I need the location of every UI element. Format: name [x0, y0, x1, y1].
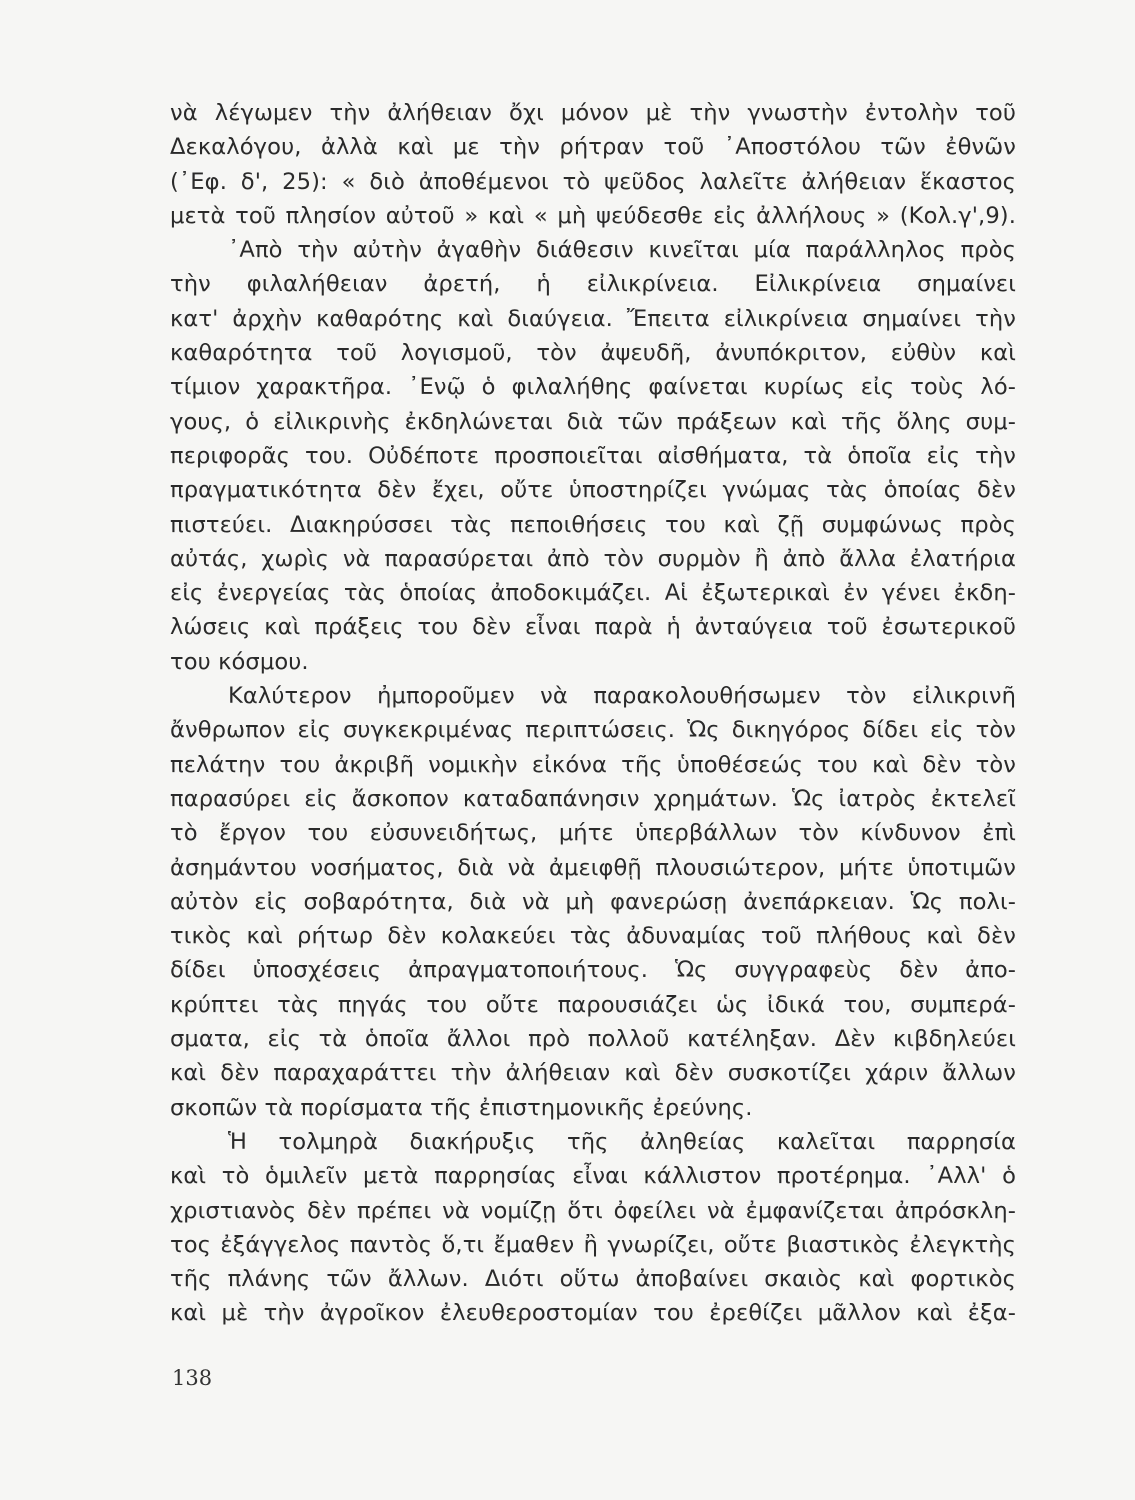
page-number: 138: [172, 1366, 213, 1390]
text-line: εἰς ἐνεργείας τὰς ὁποίας ἀποδοκιμάζει. Αἱ ἐξωτερικαὶ ἐν γένει ἐκδη-: [170, 580, 1016, 607]
text-line: τὴν φιλαλήθειαν ἀρετή, ἡ εἰλικρίνεια. Εἰλικρίνεια σημαίνει: [170, 271, 1016, 298]
text-line: καὶ τὸ ὁμιλεῖν μετὰ παρρησίας εἶναι κάλλιστον προτέρημα. ᾿Αλλ' ὁ: [170, 1163, 1016, 1190]
text-line: χριστιανὸς δὲν πρέπει νὰ νομίζῃ ὅτι ὀφείλει νὰ ἐμφανίζεται ἀπρόσκλη-: [170, 1197, 1016, 1224]
text-line: δίδει ὑποσχέσεις ἀπραγματοποιήτους. Ὡς συγγραφεὺς δὲν ἀπο-: [170, 957, 1016, 984]
text-line: τικὸς καὶ ρήτωρ δὲν κολακεύει τὰς ἀδυναμίας τοῦ πλήθους καὶ δὲν: [170, 923, 1016, 950]
paragraph-end-line: του κόσμου.: [170, 648, 309, 675]
paragraph-start-line: Καλύτερον ἠμποροῦμεν νὰ παρακολουθήσωμεν τὸν εἰλικρινῆ: [228, 683, 1016, 710]
text-line: ἀσημάντου νοσήματος, διὰ νὰ ἀμειφθῇ πλουσιώτερον, μήτε ὑποτιμῶν: [170, 854, 1016, 881]
text-line: αὐτὸν εἰς σοβαρότητα, διὰ νὰ μὴ φανερώσῃ ἀνεπάρκειαν. Ὡς πολι-: [170, 888, 1016, 915]
text-line: αὐτάς, χωρὶς νὰ παρασύρεται ἀπὸ τὸν συρμὸν ἢ ἀπὸ ἄλλα ἐλατήρια: [170, 545, 1016, 572]
text-line: γους, ὁ εἰλικρινὴς ἐκδηλώνεται διὰ τῶν πράξεων καὶ τῆς ὅλης συμ-: [170, 408, 1016, 435]
text-line: νὰ λέγωμεν τὴν ἀλήθειαν ὄχι μόνον μὲ τὴν γνωστὴν ἐντολὴν τοῦ: [170, 100, 1016, 126]
text-line: τὸ ἔργον του εὐσυνειδήτως, μήτε ὑπερβάλλων τὸν κίνδυνον ἐπὶ: [170, 820, 1016, 847]
text-line: καθαρότητα τοῦ λογισμοῦ, τὸν ἀψευδῆ, ἀνυπόκριτον, εὐθὺν καὶ: [170, 340, 1016, 367]
text-line: τῆς πλάνης τῶν ἄλλων. Διότι οὕτω ἀποβαίνει σκαιὸς καὶ φορτικὸς: [170, 1266, 1016, 1293]
text-line: παρασύρει εἰς ἄσκοπον καταδαπάνησιν χρημάτων. Ὡς ἰατρὸς ἐκτελεῖ: [170, 785, 1016, 812]
text-line: τίμιον χαρακτῆρα. ᾿Ενῷ ὁ φιλαλήθης φαίνεται κυρίως εἰς τοὺς λό-: [170, 374, 1016, 401]
text-line: πιστεύει. Διακηρύσσει τὰς πεποιθήσεις του καὶ ζῇ συμφώνως πρὸς: [170, 511, 1016, 538]
paragraph-start-line: Ἡ τολμηρὰ διακήρυξις τῆς ἀληθείας καλεῖται παρρησία: [228, 1128, 1016, 1155]
paragraph-end-line: σκοπῶν τὰ πορίσματα τῆς ἐπιστημονικῆς ἐρεύνης.: [170, 1094, 753, 1121]
text-line: μετὰ τοῦ πλησίον αὐτοῦ » καὶ « μὴ ψεύδεσθε εἰς ἀλλήλους » (Κολ.γ',9).: [170, 202, 1016, 229]
text-line: σματα, εἰς τὰ ὁποῖα ἄλλοι πρὸ πολλοῦ κατέληξαν. Δὲν κιβδηλεύει: [170, 1026, 1016, 1053]
text-line: Δεκαλόγου, ἀλλὰ καὶ με τὴν ρήτραν τοῦ ᾿Αποστόλου τῶν ἐθνῶν: [170, 134, 1016, 161]
text-line: περιφορᾶς του. Οὐδέποτε προσποιεῖται αἰσθήματα, τὰ ὁποῖα εἰς τὴν: [170, 442, 1016, 469]
text-line: κατ' ἀρχὴν καθαρότης καὶ διαύγεια. Ἔπειτα εἰλικρίνεια σημαίνει τὴν: [170, 305, 1016, 332]
text-line: τος ἐξάγγελος παντὸς ὅ,τι ἔμαθεν ἢ γνωρίζει, οὔτε βιαστικὸς ἐλεγκτὴς: [170, 1231, 1016, 1258]
paragraph-start-line: ᾿Απὸ τὴν αὐτὴν ἀγαθὴν διάθεσιν κινεῖται μία παράλληλος πρὸς: [228, 237, 1016, 264]
text-line: καὶ μὲ τὴν ἀγροῖκον ἐλευθεροστομίαν του ἐρεθίζει μᾶλλον καὶ ἐξα-: [170, 1300, 1016, 1327]
text-line: πελάτην του ἀκριβῆ νομικὴν εἰκόνα τῆς ὑποθέσεώς του καὶ δὲν τὸν: [170, 751, 1016, 778]
body-text: [170, 96, 1016, 1331]
text-line: πραγματικότητα δὲν ἔχει, οὔτε ὑποστηρίζει γνώμας τὰς ὁποίας δὲν: [170, 477, 1016, 504]
text-line: καὶ δὲν παραχαράττει τὴν ἀλήθειαν καὶ δὲν συσκοτίζει χάριν ἄλλων: [170, 1060, 1016, 1087]
text-line: (᾿Εφ. δ', 25): « διὸ ἀποθέμενοι τὸ ψεῦδος λαλεῖτε ἀλήθειαν ἕκαστος: [170, 168, 1016, 195]
text-line: κρύπτει τὰς πηγάς του οὔτε παρουσιάζει ὡς ἰδικά του, συμπερά-: [170, 991, 1016, 1018]
text-line: ἄνθρωπον εἰς συγκεκριμένας περιπτώσεις. Ὡς δικηγόρος δίδει εἰς τὸν: [170, 717, 1016, 744]
text-line: λώσεις καὶ πράξεις του δὲν εἶναι παρὰ ἡ ἀνταύγεια τοῦ ἐσωτερικοῦ: [170, 614, 1016, 641]
